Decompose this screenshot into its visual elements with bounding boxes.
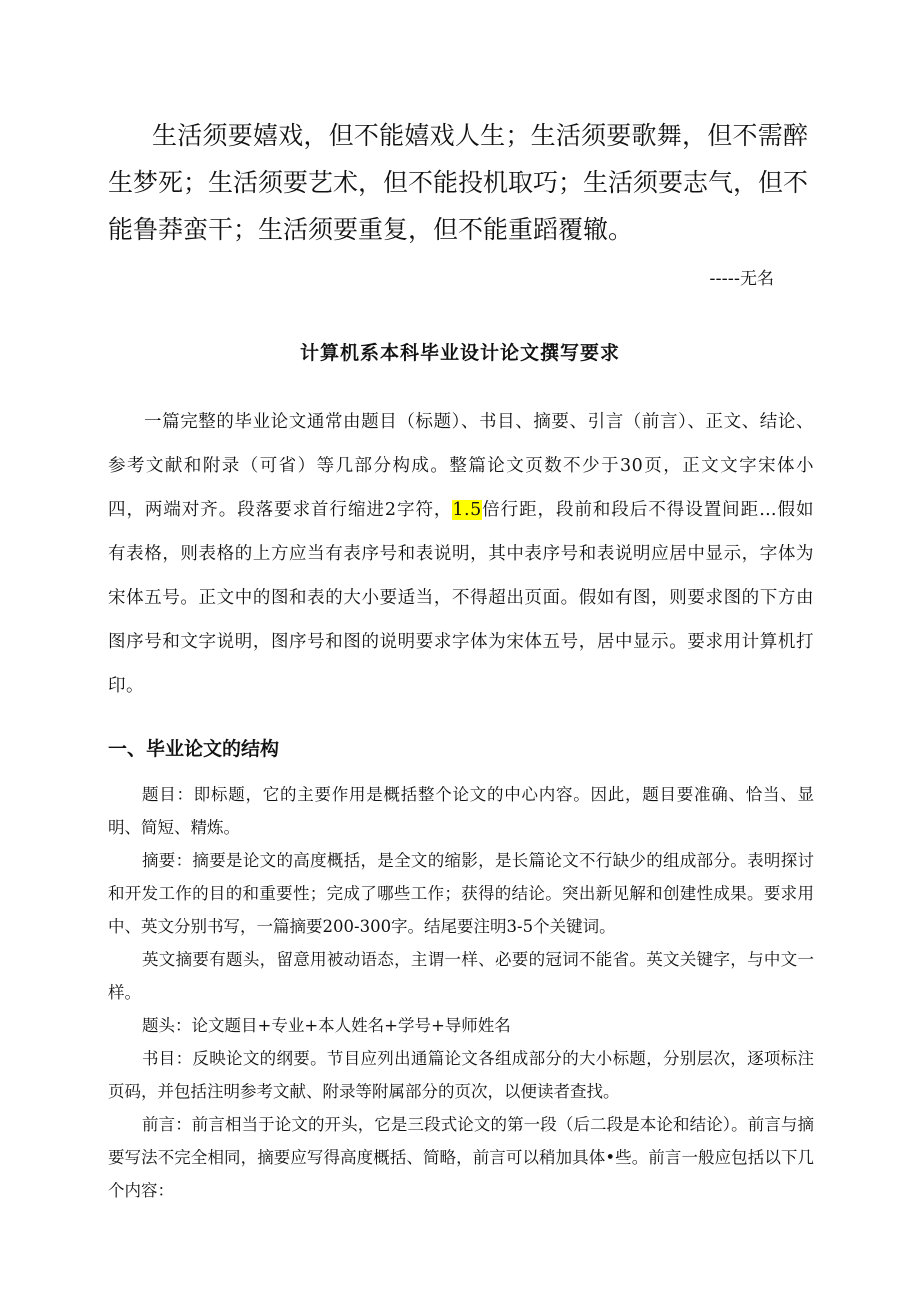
paragraph-english-abstract: 英文摘要有题头，留意用被动语态，主谓一样、必要的冠词不能省。英文关键字，与中文一样。 (108, 950, 814, 1002)
paragraph-header: 题头：论文题目+专业+本人姓名+学号+导师姓名 (142, 1016, 511, 1035)
intro-text-part2: 倍行距，段前和段后不得设置间距…假如有表格，则表格的上方应当有表序号和表说明，其中表序号和表说明应居中显示，字体为宋体五号。正文中的图和表的大小要适当，不得超出页面。假如有图，则要求图的下方由图序号和文字说明，图序号和图的说明要求字体为宋体五号，居中显示。要求用计算机打印。 (108, 500, 814, 696)
intro-paragraph (108, 400, 814, 708)
section-body (108, 778, 814, 1207)
epigraph-quote: 生活须要嬉戏，但不能嬉戏人生；生活须要歌舞，但不需醉生梦死；生活须要艺术，但不能投机取巧；生活须要志气，但不能鲁莽蛮干；生活须要重复，但不能重蹈覆辙。 (108, 121, 809, 244)
document-title: 计算机系本科毕业设计论文撰写要求 (299, 342, 620, 364)
section-heading: 一、毕业论文的结构 (108, 738, 280, 760)
epigraph-author: -----无名 (709, 269, 774, 289)
paragraph-abstract: 摘要：摘要是论文的高度概括，是全文的缩影，是长篇论文不行缺少的组成部分。表明探讨和开发工作的目的和重要性；完成了哪些工作；获得的结论。突出新见解和创建性成果。要求用中、英文分别书写，一篇摘要200-300字。结尾要注明3-5个关键词。 (108, 851, 814, 936)
highlighted-text: 1.5 (452, 500, 482, 520)
paragraph-title: 题目：即标题，它的主要作用是概括整个论文的中心内容。因此，题目要准确、恰当、显明、简短、精炼。 (108, 785, 814, 837)
intro-text-part1: 一篇完整的毕业论文通常由题目（标题）、书目、摘要、引言（前言）、正文、结论、参考文献和附录（可省）等几部分构成。整篇论文页数不少于30页，正文文字宋体小四，两端对齐。段落要求首行缩进2字符， (108, 412, 814, 520)
paragraph-contents: 书目：反映论文的纲要。节目应列出通篇论文各组成部分的大小标题，分别层次，逐项标注页码，并包括注明参考文献、附录等附属部分的页次，以便读者查找。 (108, 1049, 814, 1101)
paragraph-preface: 前言：前言相当于论文的开头，它是三段式论文的第一段（后二段是本论和结论）。前言与摘要写法不完全相同，摘要应写得高度概括、简略，前言可以稍加具体•些。前言一般应包括以下几个内容： (108, 1115, 814, 1200)
